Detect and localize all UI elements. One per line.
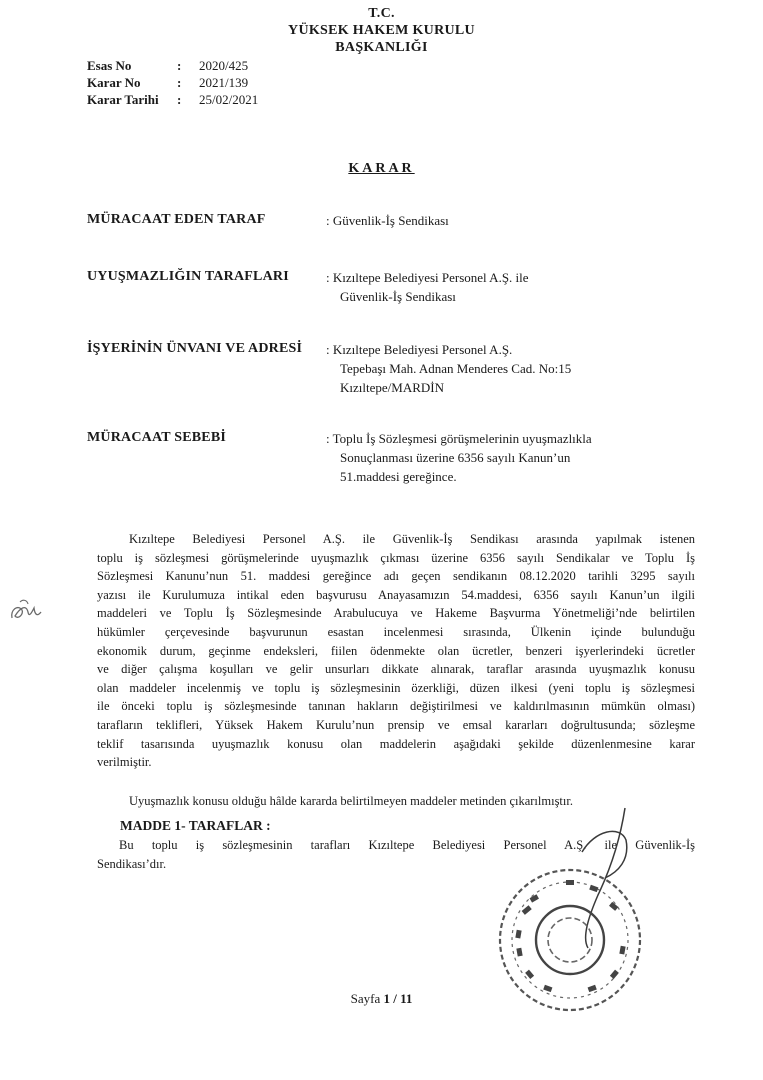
field-value-applicant bbox=[326, 213, 449, 232]
field-value-line: : Güvenlik-İş Sendikası bbox=[326, 213, 449, 228]
paragraph-line: ile önceki toplu iş sözleşmesinde tanınan hakların değiştirilmesi ve kaldırılmasının mümkün olması) bbox=[97, 699, 695, 714]
paragraph-line: teklif tasarısında uyuşmazlık konusu olan maddelerin aşağıdaki şekilde düzenlenmesine karar bbox=[97, 736, 695, 751]
field-label-parties: UYUŞMAZLIĞIN TARAFLARI bbox=[87, 269, 289, 284]
field-value-line: 51.maddesi gereğince. bbox=[340, 469, 457, 484]
paragraph-line: tarafların teklifleri, Yüksek Hakem Kurulu’nun prensip ve emsal kararları doğrultusunda; sözleşme bbox=[97, 717, 695, 732]
field-value-line: Güvenlik-İş Sendikası bbox=[340, 289, 456, 304]
paragraph-line: Sözleşmesi Kanunu’nun 51. maddesi gereğince adı geçen sendikanın 08.12.2020 tarihli 3295 sayılı bbox=[97, 569, 695, 584]
article-1-heading: MADDE 1- TARAFLAR : bbox=[120, 818, 271, 833]
field-value-line: : Kızıltepe Belediyesi Personel A.Ş. ile bbox=[326, 270, 529, 285]
field-label-applicant: MÜRACAAT EDEN TARAF bbox=[87, 212, 266, 227]
paragraph-line: Kızıltepe Belediyesi Personel A.Ş. ile Güvenlik-İş Sendikası arasında yapılmak istenen bbox=[129, 532, 695, 546]
decision-paragraph bbox=[97, 530, 695, 772]
field-value-line: Sonuçlanması üzerine 6356 sayılı Kanun’un bbox=[340, 450, 571, 465]
field-value-reason bbox=[326, 431, 592, 488]
page-prefix: Sayfa bbox=[350, 991, 381, 1006]
meta-label: Esas No bbox=[87, 58, 132, 73]
paragraph-line: hükümler çerçevesinde başvurunun esastan incelenmesi sırasında, Ülkenin içinde bulunduğu bbox=[97, 624, 695, 639]
paragraph-line: yazısı ile Kurulumuza intikal eden başvurusu Anayasamızın 54.maddesi, 6356 sayılı Kanun’un ilgili bbox=[97, 587, 695, 602]
meta-karar-no bbox=[87, 75, 248, 91]
paragraph-line: toplu iş sözleşmesi görüşmelerinde uyuşmazlık çıkması üzerine 6356 sayılı Sendikalar ve Toplu İş bbox=[97, 550, 695, 565]
page-count: 1 / 11 bbox=[383, 991, 413, 1006]
handwritten-initial-mark bbox=[6, 592, 46, 632]
meta-karar-tarihi bbox=[87, 92, 258, 108]
meta-label: Karar Tarihi bbox=[87, 92, 159, 107]
header-line-tc: T.C. bbox=[368, 6, 395, 21]
page-number bbox=[0, 991, 763, 1007]
paragraph-line: Bu toplu iş sözleşmesinin tarafları Kızıltepe Belediyesi Personel A.Ş. ile Güvenlik-İş bbox=[119, 838, 695, 852]
document-title: KARAR bbox=[348, 161, 415, 176]
header-line-office: BAŞKANLIĞI bbox=[335, 40, 428, 55]
field-value-line: Tepebaşı Mah. Adnan Menderes Cad. No:15 bbox=[340, 361, 572, 376]
paragraph-line: ekonomik durum, geçinme endeksleri, fiilen ödenmekte olan ücretler, benzeri işyerlerindeki ücretler bbox=[97, 643, 695, 658]
field-value-line: : Kızıltepe Belediyesi Personel A.Ş. bbox=[326, 342, 513, 357]
meta-value: 25/02/2021 bbox=[199, 92, 259, 107]
paragraph-line: Sendikası’dır. bbox=[97, 856, 167, 871]
field-value-line: : Toplu İş Sözleşmesi görüşmelerinin uyuşmazlıkla bbox=[326, 431, 592, 446]
field-value-workplace bbox=[326, 342, 571, 399]
paragraph-line: ve diğer çalışma koşulları ve gelir unsurları dikkate alınarak, taraflar arasında uyuşmazlık konusu bbox=[97, 662, 695, 677]
paragraph-line: olan maddeler incelenmiş ve toplu iş sözleşmesinin özerkliği, düzen ilkesi (yeni toplu iş sözleşmesi bbox=[97, 680, 695, 695]
header-line-institution: YÜKSEK HAKEM KURULU bbox=[288, 23, 475, 38]
paragraph-line: maddeleri ve Toplu İş Sözleşmesinde Arabulucuya ve Hakeme Başvurma Yönetmeliği’nde belirtilen bbox=[97, 606, 695, 621]
meta-label: Karar No bbox=[87, 75, 141, 90]
meta-value: 2020/425 bbox=[199, 58, 249, 73]
meta-value: 2021/139 bbox=[199, 75, 249, 90]
official-seal-and-signature bbox=[470, 800, 670, 1020]
field-value-line: Kızıltepe/MARDİN bbox=[340, 380, 444, 395]
paragraph-line: verilmiştir. bbox=[97, 755, 152, 770]
meta-esas-no bbox=[87, 58, 248, 74]
meta-sep: : bbox=[177, 92, 182, 107]
field-label-reason: MÜRACAAT SEBEBİ bbox=[87, 430, 227, 445]
paragraph-line: Uyuşmazlık konusu olduğu hâlde kararda belirtilmeyen maddeler metinden çıkarılmıştır. bbox=[129, 794, 573, 808]
field-label-workplace: İŞYERİNİN ÜNVANI VE ADRESİ bbox=[87, 341, 303, 356]
meta-sep: : bbox=[177, 75, 182, 90]
field-value-parties bbox=[326, 270, 529, 308]
meta-sep: : bbox=[177, 58, 182, 73]
